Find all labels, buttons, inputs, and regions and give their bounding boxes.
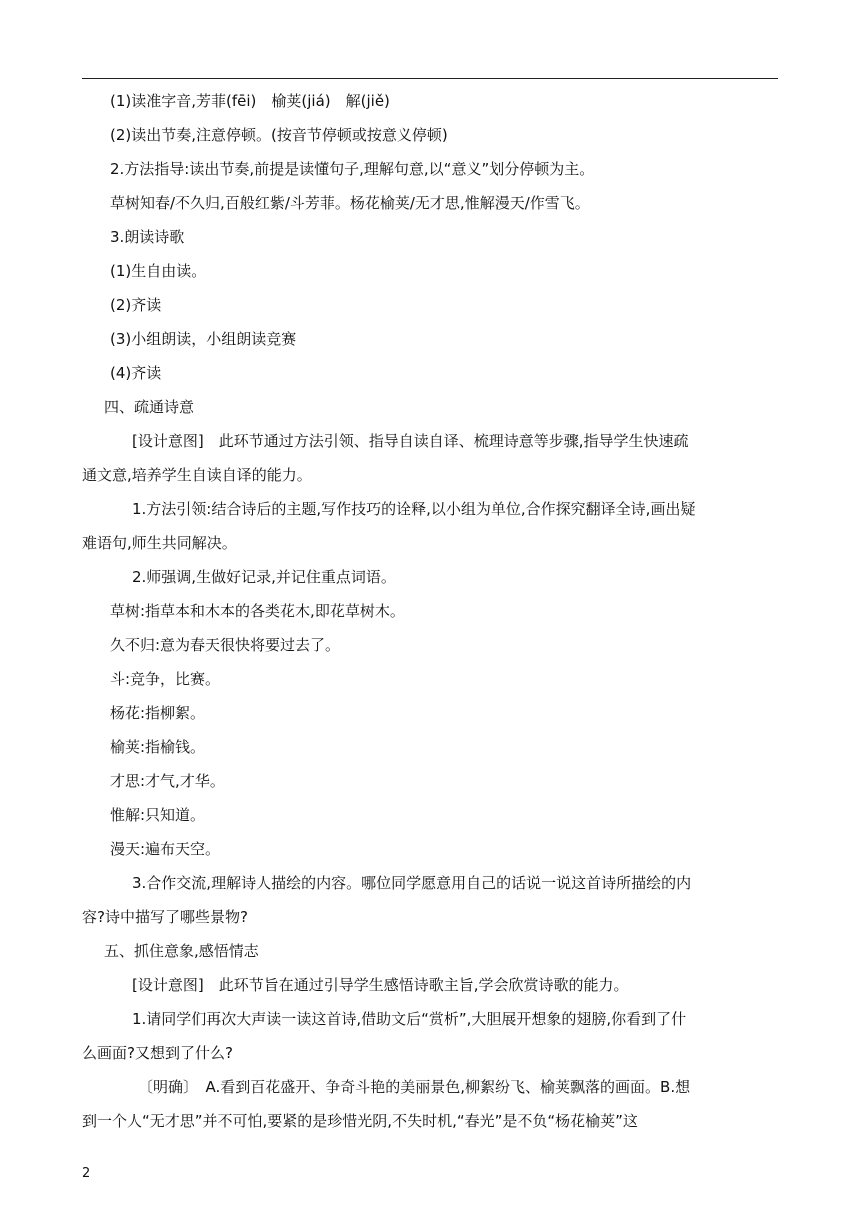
- text-line: 通文意,培养学生自读自译的能力。: [82, 466, 312, 484]
- document-body: [82, 84, 780, 1138]
- header-rule: [82, 78, 778, 79]
- section-heading: 四、疏通诗意: [104, 398, 195, 416]
- text-line: 榆荚:指榆钱。: [110, 738, 206, 756]
- text-line: 久不归:意为春天很快将要过去了。: [110, 636, 341, 654]
- text-line: 斗:竞争，比赛。: [110, 670, 221, 688]
- text-line: 到一个人“无才思”并不可怕,要紧的是珍惜光阴,不失时机,“春光”是不负“杨花榆荚”这: [82, 1112, 638, 1130]
- text-line: 惟解:只知道。: [110, 806, 206, 824]
- text-line: 草树:指草本和木本的各类花木,即花草树木。: [110, 602, 405, 620]
- text-line: 才思:才气,才华。: [110, 772, 225, 790]
- text-line: 2.方法指导:读出节奏,前提是读懂句子,理解句意,以“意义”划分停顿为主。: [110, 160, 595, 178]
- text-line: 3.合作交流,理解诗人描绘的内容。哪位同学愿意用自己的话说一说这首诗所描绘的内: [132, 874, 692, 892]
- text-line: 漫天:遍布天空。: [110, 840, 221, 858]
- text-line: 么画面?又想到了什么?: [82, 1044, 233, 1062]
- text-line: 〔明确〕 A.看到百花盛开、争奇斗艳的美丽景色,柳絮纷飞、榆荚飘落的画面。B.想: [138, 1078, 691, 1096]
- text-line: 难语句,师生共同解决。: [82, 534, 237, 552]
- text-line: [设计意图] 此环节旨在通过引导学生感悟诗歌主旨,学会欣赏诗歌的能力。: [132, 976, 629, 994]
- text-line: 草树知春/不久归,百般红紫/斗芳菲。杨花榆荚/无才思,惟解漫天/作雪飞。: [110, 194, 590, 212]
- text-line: 杨花:指柳絮。: [110, 704, 206, 722]
- text-line: [设计意图] 此环节通过方法引领、指导自读自译、梳理诗意等步骤,指导学生快速疏: [132, 432, 689, 450]
- text-line: 容?诗中描写了哪些景物?: [82, 908, 248, 926]
- text-line: 1.请同学们再次大声读一读这首诗,借助文后“赏析”,大胆展开想象的翅膀,你看到了什: [132, 1010, 687, 1028]
- text-line: (4)齐读: [110, 364, 162, 382]
- text-line: (1)生自由读。: [110, 262, 207, 280]
- text-line: (2)读出节奏,注意停顿。(按音节停顿或按意义停顿): [110, 126, 448, 144]
- text-line: 3.朗读诗歌: [110, 228, 185, 246]
- text-line: 2.师强调,生做好记录,并记住重点词语。: [132, 568, 396, 586]
- page-number: 2: [82, 1166, 91, 1181]
- text-line: 1.方法引领:结合诗后的主题,写作技巧的诠释,以小组为单位,合作探究翻译全诗,画出疑: [132, 500, 696, 518]
- text-line: (1)读准字音,芳菲(fēi) 榆荚(jiá) 解(jiě): [110, 92, 390, 110]
- text-line: (2)齐读: [110, 296, 162, 314]
- section-heading: 五、抓住意象,感悟情志: [104, 942, 259, 960]
- text-line: (3)小组朗读，小组朗读竞赛: [110, 330, 297, 348]
